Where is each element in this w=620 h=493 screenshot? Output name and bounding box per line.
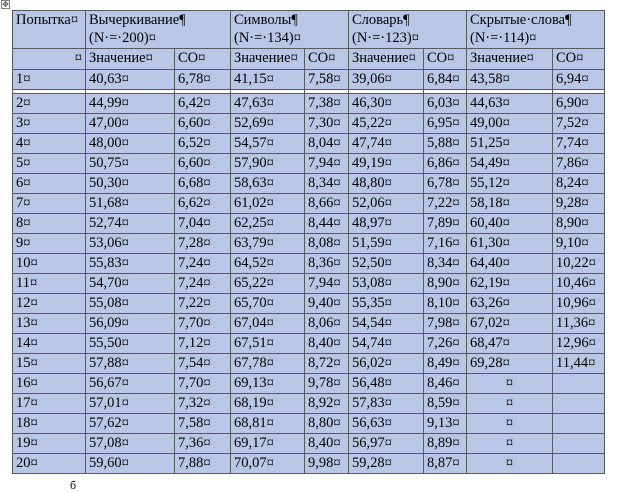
sd-cell: 9,78¤ (305, 374, 349, 394)
attempt-cell: 4¤ (13, 134, 86, 154)
group-name: Словарь¶ (352, 12, 410, 28)
sd-cell: 8,40¤ (305, 434, 349, 454)
value-cell: 67,04¤ (231, 314, 305, 334)
value-cell: 58,63¤ (231, 174, 305, 194)
sd-cell: 7,89¤ (424, 214, 467, 234)
value-cell: 57,83¤ (349, 394, 424, 414)
table-row (13, 314, 605, 334)
attempt-cell: 9¤ (13, 234, 86, 254)
value-cell: 59,28¤ (349, 454, 424, 474)
value-cell: 70,07¤ (231, 454, 305, 474)
sd-cell: 8,59¤ (424, 394, 467, 414)
value-cell: 60,40¤ (467, 214, 553, 234)
sd-cell: 8,08¤ (305, 234, 349, 254)
value-cell: 53,06¤ (86, 234, 175, 254)
group-name: Символы¶ (234, 12, 298, 28)
value-cell: 40,63¤ (86, 70, 175, 90)
attempt-cell: 6¤ (13, 174, 86, 194)
value-cell: 68,47¤ (467, 334, 553, 354)
sd-cell: 8,80¤ (305, 414, 349, 434)
value-cell: 47,63¤ (231, 94, 305, 114)
sd-cell: 7,22¤ (175, 294, 231, 314)
sd-cell: 6,95¤ (424, 114, 467, 134)
table-row (13, 374, 605, 394)
sd-cell: 7,70¤ (175, 374, 231, 394)
value-cell: 64,52¤ (231, 254, 305, 274)
value-cell: 48,97¤ (349, 214, 424, 234)
sd-cell: 7,94¤ (305, 274, 349, 294)
subheader-sd: СО¤ (424, 49, 467, 70)
group-n: (N·=·134)¤ (234, 30, 301, 46)
table-move-handle-icon[interactable]: ✥ (2, 0, 9, 9)
sd-cell: 8,72¤ (305, 354, 349, 374)
value-cell: 53,08¤ (349, 274, 424, 294)
sd-cell: 7,98¤ (424, 314, 467, 334)
value-cell: 55,83¤ (86, 254, 175, 274)
value-cell: 47,74¤ (349, 134, 424, 154)
sd-cell: 8,90¤ (553, 214, 605, 234)
attempt-cell: 13¤ (13, 314, 86, 334)
sd-cell: 7,12¤ (175, 334, 231, 354)
attempt-cell: 10¤ (13, 254, 86, 274)
sd-cell: 6,42¤ (175, 94, 231, 114)
table-row (13, 154, 605, 174)
sd-cell: 7,94¤ (305, 154, 349, 174)
value-cell: 57,90¤ (231, 154, 305, 174)
table-row (13, 174, 605, 194)
sd-cell (553, 434, 605, 454)
sd-cell: 6,86¤ (424, 154, 467, 174)
subheader-empty: ¤ (13, 49, 86, 70)
sd-cell: 7,54¤ (175, 354, 231, 374)
subheader-sd: СО¤ (175, 49, 231, 70)
sd-cell: 8,87¤ (424, 454, 467, 474)
sd-cell: 7,04¤ (175, 214, 231, 234)
sd-cell: 8,92¤ (305, 394, 349, 414)
value-cell: 56,02¤ (349, 354, 424, 374)
sd-cell: 6,52¤ (175, 134, 231, 154)
value-cell: 54,74¤ (349, 334, 424, 354)
value-cell: 51,59¤ (349, 234, 424, 254)
sd-cell: 7,22¤ (424, 194, 467, 214)
subheader-sd: СО¤ (305, 49, 349, 70)
sd-cell: 6,84¤ (424, 70, 467, 90)
sd-cell: 5,88¤ (424, 134, 467, 154)
sd-cell: 8,89¤ (424, 434, 467, 454)
sd-cell: 9,10¤ (553, 234, 605, 254)
attempt-cell: 7¤ (13, 194, 86, 214)
value-cell: 61,30¤ (467, 234, 553, 254)
sd-cell: 9,13¤ (424, 414, 467, 434)
table-row (13, 70, 605, 90)
value-cell: 48,00¤ (86, 134, 175, 154)
subheader-value: Значение¤ (231, 49, 305, 70)
group-n: (N·=·123)¤ (352, 30, 419, 46)
sd-cell: 8,34¤ (424, 254, 467, 274)
value-cell: 54,49¤ (467, 154, 553, 174)
attempt-cell: 16¤ (13, 374, 86, 394)
value-cell: 57,62¤ (86, 414, 175, 434)
value-cell: 68,81¤ (231, 414, 305, 434)
value-cell: 56,97¤ (349, 434, 424, 454)
sd-cell: 7,30¤ (305, 114, 349, 134)
value-cell: 55,08¤ (86, 294, 175, 314)
attempt-cell: 1¤ (13, 70, 86, 90)
group-n: (N·=·114)¤ (470, 30, 537, 46)
sd-cell: 6,68¤ (175, 174, 231, 194)
sd-cell: 11,36¤ (553, 314, 605, 334)
value-cell: 39,06¤ (349, 70, 424, 90)
value-cell: 46,30¤ (349, 94, 424, 114)
sd-cell: 6,62¤ (175, 194, 231, 214)
value-cell: 62,25¤ (231, 214, 305, 234)
sd-cell: 7,38¤ (305, 94, 349, 114)
header-attempt: Попытка¤ (13, 11, 86, 49)
sd-cell (553, 394, 605, 414)
value-cell: 52,69¤ (231, 114, 305, 134)
value-cell: 56,48¤ (349, 374, 424, 394)
sd-cell: 7,36¤ (175, 434, 231, 454)
sd-cell: 6,94¤ (553, 70, 605, 90)
sd-cell: 10,96¤ (553, 294, 605, 314)
sd-cell (553, 374, 605, 394)
sd-cell: 8,04¤ (305, 134, 349, 154)
value-cell: 54,54¤ (349, 314, 424, 334)
attempt-cell: 3¤ (13, 114, 86, 134)
results-table (12, 10, 605, 474)
value-cell: 69,13¤ (231, 374, 305, 394)
sd-cell: 6,60¤ (175, 154, 231, 174)
sd-cell: 8,44¤ (305, 214, 349, 234)
sd-cell: 7,86¤ (553, 154, 605, 174)
value-cell: 57,01¤ (86, 394, 175, 414)
sd-cell: 7,52¤ (553, 114, 605, 134)
value-cell: 52,74¤ (86, 214, 175, 234)
sd-cell (553, 414, 605, 434)
table-row (13, 274, 605, 294)
value-cell: 45,22¤ (349, 114, 424, 134)
sd-cell: 7,24¤ (175, 254, 231, 274)
sd-cell: 7,58¤ (175, 414, 231, 434)
table-row (13, 94, 605, 114)
value-cell: 56,09¤ (86, 314, 175, 334)
sd-cell: 7,70¤ (175, 314, 231, 334)
value-cell: 69,28¤ (467, 354, 553, 374)
value-cell: ¤ (467, 454, 553, 474)
value-cell: 67,78¤ (231, 354, 305, 374)
value-cell: 49,19¤ (349, 154, 424, 174)
value-cell: 55,50¤ (86, 334, 175, 354)
table-row (13, 194, 605, 214)
value-cell: 69,17¤ (231, 434, 305, 454)
attempt-cell: 5¤ (13, 154, 86, 174)
sd-cell: 6,90¤ (553, 94, 605, 114)
sd-cell: 11,44¤ (553, 354, 605, 374)
value-cell: ¤ (467, 394, 553, 414)
value-cell: 49,00¤ (467, 114, 553, 134)
value-cell: 61,02¤ (231, 194, 305, 214)
value-cell: 51,68¤ (86, 194, 175, 214)
group-name: Скрытые·слова¶ (470, 12, 572, 28)
table-row (13, 354, 605, 374)
value-cell: 54,57¤ (231, 134, 305, 154)
table-row (13, 254, 605, 274)
header-row-measures (13, 49, 605, 70)
value-cell: 59,60¤ (86, 454, 175, 474)
value-cell: 54,70¤ (86, 274, 175, 294)
group-n: (N·=·200)¤ (89, 30, 156, 46)
sd-cell: 10,46¤ (553, 274, 605, 294)
attempt-cell: 15¤ (13, 354, 86, 374)
footer-text-fragment: б (70, 478, 77, 492)
value-cell: 67,02¤ (467, 314, 553, 334)
value-cell: 56,67¤ (86, 374, 175, 394)
value-cell: 65,70¤ (231, 294, 305, 314)
table-row (13, 414, 605, 434)
sd-cell: 7,28¤ (175, 234, 231, 254)
value-cell: 41,15¤ (231, 70, 305, 90)
sd-cell: 8,90¤ (424, 274, 467, 294)
sd-cell: 7,58¤ (305, 70, 349, 90)
sd-cell (553, 454, 605, 474)
sd-cell: 8,06¤ (305, 314, 349, 334)
subheader-value: Значение¤ (467, 49, 553, 70)
header-group-hidden-words (467, 11, 605, 49)
value-cell: 52,50¤ (349, 254, 424, 274)
value-cell: 44,63¤ (467, 94, 553, 114)
table-row (13, 454, 605, 474)
sd-cell: 8,66¤ (305, 194, 349, 214)
sd-cell: 10,22¤ (553, 254, 605, 274)
sd-cell: 12,96¤ (553, 334, 605, 354)
value-cell: 65,22¤ (231, 274, 305, 294)
sd-cell: 8,34¤ (305, 174, 349, 194)
attempt-cell: 18¤ (13, 414, 86, 434)
sd-cell: 6,03¤ (424, 94, 467, 114)
value-cell: 50,30¤ (86, 174, 175, 194)
table-row (13, 394, 605, 414)
subheader-value: Значение¤ (349, 49, 424, 70)
table-row (13, 214, 605, 234)
sd-cell: 7,26¤ (424, 334, 467, 354)
table-row (13, 134, 605, 154)
table-row (13, 294, 605, 314)
attempt-cell: 20¤ (13, 454, 86, 474)
value-cell: 63,79¤ (231, 234, 305, 254)
value-cell: ¤ (467, 434, 553, 454)
sd-cell: 7,74¤ (553, 134, 605, 154)
attempt-cell: 2¤ (13, 94, 86, 114)
sd-cell: 9,28¤ (553, 194, 605, 214)
value-cell: 44,99¤ (86, 94, 175, 114)
sd-cell: 7,88¤ (175, 454, 231, 474)
value-cell: 43,58¤ (467, 70, 553, 90)
value-cell: 50,75¤ (86, 154, 175, 174)
attempt-cell: 19¤ (13, 434, 86, 454)
header-row-groups (13, 11, 605, 49)
sd-cell: 8,24¤ (553, 174, 605, 194)
value-cell: 68,19¤ (231, 394, 305, 414)
value-cell: 57,88¤ (86, 354, 175, 374)
table-row (13, 114, 605, 134)
value-cell: 51,25¤ (467, 134, 553, 154)
value-cell: 55,35¤ (349, 294, 424, 314)
value-cell: 47,00¤ (86, 114, 175, 134)
table-row (13, 334, 605, 354)
sd-cell: 8,36¤ (305, 254, 349, 274)
subheader-value: Значение¤ (86, 49, 175, 70)
value-cell: 67,51¤ (231, 334, 305, 354)
sd-cell: 8,10¤ (424, 294, 467, 314)
value-cell: 52,06¤ (349, 194, 424, 214)
sd-cell: 9,40¤ (305, 294, 349, 314)
sd-cell: 7,32¤ (175, 394, 231, 414)
value-cell: 58,18¤ (467, 194, 553, 214)
attempt-cell: 11¤ (13, 274, 86, 294)
value-cell: ¤ (467, 414, 553, 434)
value-cell: 62,19¤ (467, 274, 553, 294)
value-cell: 48,80¤ (349, 174, 424, 194)
header-group-crossing-out (86, 11, 231, 49)
value-cell: 56,63¤ (349, 414, 424, 434)
sd-cell: 6,78¤ (175, 70, 231, 90)
sd-cell: 8,49¤ (424, 354, 467, 374)
sd-cell: 7,16¤ (424, 234, 467, 254)
attempt-cell: 8¤ (13, 214, 86, 234)
table-row (13, 234, 605, 254)
group-name: Вычеркивание¶ (89, 12, 186, 28)
subheader-sd: СО¤ (553, 49, 605, 70)
attempt-cell: 17¤ (13, 394, 86, 414)
sd-cell: 7,24¤ (175, 274, 231, 294)
header-group-vocabulary (349, 11, 467, 49)
value-cell: 63,26¤ (467, 294, 553, 314)
sd-cell: 6,60¤ (175, 114, 231, 134)
attempt-cell: 12¤ (13, 294, 86, 314)
attempt-cell: 14¤ (13, 334, 86, 354)
value-cell: 64,40¤ (467, 254, 553, 274)
sd-cell: 8,40¤ (305, 334, 349, 354)
value-cell: 57,08¤ (86, 434, 175, 454)
table-body (13, 11, 605, 474)
value-cell: ¤ (467, 374, 553, 394)
table-row (13, 434, 605, 454)
sd-cell: 9,98¤ (305, 454, 349, 474)
sd-cell: 8,46¤ (424, 374, 467, 394)
value-cell: 55,12¤ (467, 174, 553, 194)
sd-cell: 6,78¤ (424, 174, 467, 194)
header-group-symbols (231, 11, 349, 49)
